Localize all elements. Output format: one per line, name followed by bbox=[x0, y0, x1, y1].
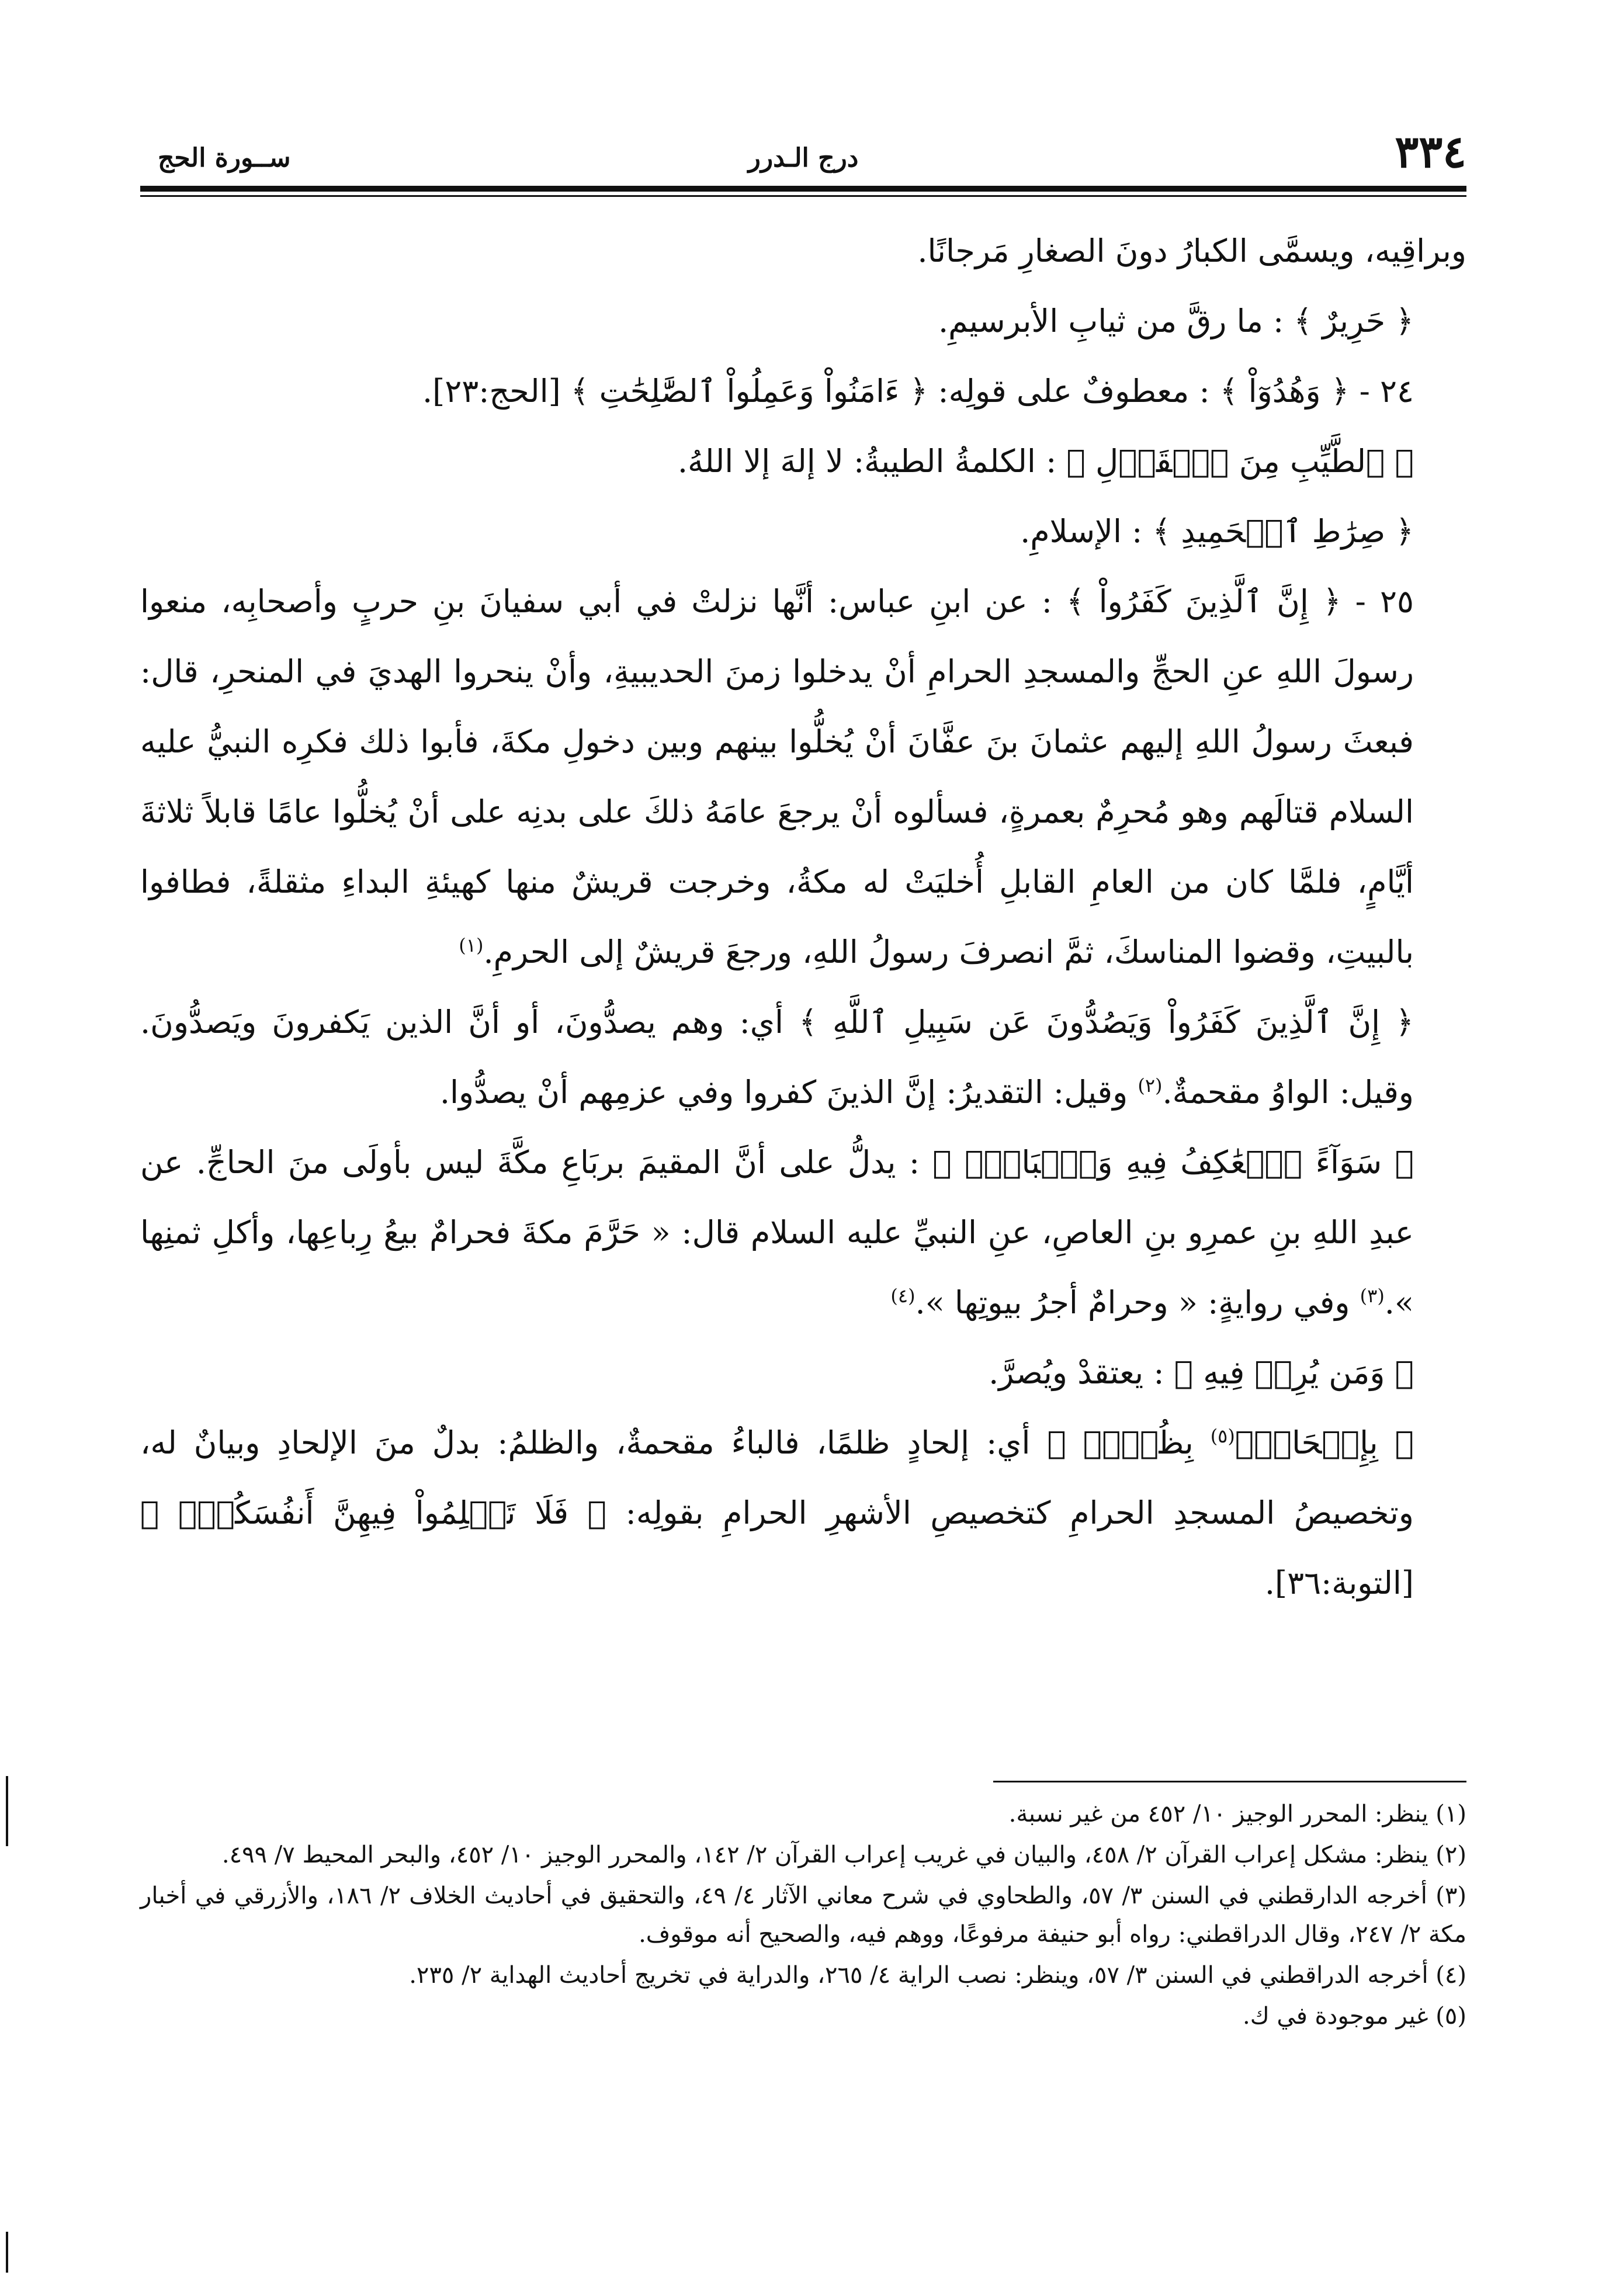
footnotes bbox=[140, 1795, 1466, 2038]
paragraph-tayyib: ﴿ ٱلطَّيِّبِ مِنَ ٱلۡقَوۡلِ ﴾ : الكلمةُ الطيبةُ: لا إلهَ إلا اللهُ. bbox=[677, 443, 1414, 480]
footnote-1: (١) ينظر: المحرر الوجيز ١٠/ ٤٥٢ من غير نسبة. bbox=[1008, 1801, 1466, 1827]
footnote-ref-1[interactable]: (١) bbox=[459, 934, 484, 956]
footnote-ref-2[interactable]: (٢) bbox=[1138, 1074, 1163, 1097]
ilhad-text-b: بِظُلۡمٖ ﴾ أي: إلحادٍ ظلمًا، فالباءُ مقحمةٌ، والظلمُ: بدلٌ منَ الإلحادِ وبيانٌ له، وتخصيصُ المسجدِ الحرامِ كتخصيصِ الأشهرِ الحرامِ بقولِه: ﴿ فَلَا تَظۡلِمُواْ فِيهِنَّ أَنفُسَكُمۡۚ ﴾ [التوبة:٣٦]. bbox=[140, 1424, 1414, 1601]
footnote-3: (٣) أخرجه الدارقطني في السنن ٣/ ٥٧، والطحاوي في شرح معاني الآثار ٤/ ٤٩، والتحقيق في أحاديث الخلاف ٢/ ١٨٦، والأزرقي في أخبار مكة ٢/ ٢٤٧، وقال الدراقطني: رواه أبو حنيفة مرفوعًا، ووهم فيه، والصحيح أنه موقوف. bbox=[140, 1882, 1466, 1948]
ilhad-text-a: ﴿ بِإِلۡحَادِۢ bbox=[1235, 1424, 1414, 1461]
paragraph-hariir: ﴿ حَرِيرٌ ﴾ : ما رقَّ من ثيابِ الأبرسيمِ. bbox=[938, 303, 1414, 339]
paragraph-yurid: ﴿ وَمَن يُرِدۡ فِيهِ ﴾ : يعتقدْ ويُصرَّ. bbox=[989, 1354, 1414, 1391]
page-header bbox=[140, 126, 1466, 184]
yasuddun-text-a: ﴿ إِنَّ ٱلَّذِينَ كَفَرُواْ وَيَصُدُّونَ عَن سَبِيلِ ٱللَّهِ ﴾ أي: وهم يصدُّونَ، أو أنَّ الذين يَكفرونَ ويَصدُّونَ. وقيل: الواوُ مقحمةٌ. bbox=[140, 1004, 1414, 1111]
footnote-ref-5[interactable]: (٥) bbox=[1210, 1425, 1235, 1447]
main-text bbox=[140, 216, 1466, 1618]
footnote-ref-3[interactable]: (٣) bbox=[1360, 1285, 1385, 1307]
paragraph-continuation: وبراقِيه، ويسمَّى الكبارُ دونَ الصغارِ مَرجانًا. bbox=[917, 233, 1466, 269]
footnote-5: (٥) غير موجودة في ك. bbox=[1242, 2003, 1466, 2030]
sawaa-text-b: وفي روايةٍ: « وحرامٌ أجرُ بيوتِها ». bbox=[915, 1284, 1360, 1321]
footnote-2: (٢) ينظر: مشكل إعراب القرآن ٢/ ٤٥٨، والبيان في غريب إعراب القرآن ٢/ ١٤٢، والمحرر الوجيز ١٠/ ٤٥٢، والبحر المحيط ٧/ ٤٩٩. bbox=[221, 1841, 1466, 1868]
verse-25-text: ٢٥ - ﴿ إِنَّ ٱلَّذِينَ كَفَرُواْ ﴾ : عن ابنِ عباس: أنَّها نزلتْ في أبي سفيانَ بنِ حربٍ وأصحابِه، منعوا رسولَ اللهِ عنِ الحجِّ والمسجدِ الحرامِ أنْ يدخلوا زمنَ الحديبيةِ، وأنْ ينحروا الهديَ في المنحرِ، قال: فبعثَ رسولُ اللهِ إليهم عثمانَ بنَ عفَّانَ أنْ يُخلُّوا بينهم وبين دخولِ مكةَ، فأبوا ذلك فكرِه النبيُّ عليه السلام قتالَهم وهو مُحرِمٌ بعمرةٍ، فسألوه أنْ يرجعَ عامَهُ ذلكَ على بدنِه على أنْ يُخلُّوا عامًا قابلاً ثلاثةَ أيَّامٍ، فلمَّا كان من العامِ القابلِ أُخليَتْ له مكةُ، وخرجت قريشٌ منها كهيئةِ البداءِ مثقلةً، فطافوا بالبيتِ، وقضوا المناسكَ، ثمَّ انصرفَ رسولُ اللهِ، ورجعَ قريشٌ إلى الحرمِ. bbox=[140, 583, 1414, 970]
footnote-separator bbox=[993, 1781, 1466, 1782]
scan-margin-mark bbox=[6, 1776, 8, 1846]
paragraph-verse-25 bbox=[140, 567, 1466, 987]
header-rule-thin bbox=[140, 195, 1466, 197]
paragraph-ilhad bbox=[140, 1408, 1466, 1618]
paragraph-sirat: ﴿ صِرَٰطِ ٱلۡحَمِيدِ ﴾ : الإسلامِ. bbox=[1020, 513, 1414, 550]
footnote-ref-4[interactable]: (٤) bbox=[890, 1285, 916, 1307]
surah-title: ســورة الحج bbox=[158, 143, 291, 173]
footnote-4: (٤) أخرجه الدراقطني في السنن ٣/ ٥٧، وينظر: نصب الراية ٤/ ٢٦٥، والدراية في تخريج أحاديث الهداية ٢/ ٢٣٥. bbox=[409, 1962, 1466, 1989]
header-rule-thick bbox=[140, 186, 1466, 192]
yasuddun-text-b: وقيل: التقديرُ: إنَّ الذينَ كفروا وفي عزمِهم أنْ يصدُّوا. bbox=[439, 1074, 1138, 1111]
paragraph-verse-24: ٢٤ - ﴿ وَهُدُوٓاْ ﴾ : معطوفٌ على قولِه: ﴿ ءَامَنُواْ وَعَمِلُواْ ٱلصَّٰلِحَٰتِ ﴾ [الحج:٢٣]. bbox=[422, 373, 1414, 410]
paragraph-yasuddun bbox=[140, 987, 1466, 1128]
book-title: درج الـدرر bbox=[748, 143, 859, 173]
sawaa-text-a: ﴿ سَوَآءً ٱلۡعَٰكِفُ فِيهِ وَٱلۡبَادِۚ ﴾ : يدلُّ على أنَّ المقيمَ بربَاعِ مكَّةَ ليس بأولَى منَ الحاجِّ. عن عبدِ اللهِ بنِ عمرِو بنِ العاصِ، عنِ النبيِّ عليه السلام قال: « حَرَّمَ مكةَ فحرامٌ بيعُ رِباعِها، وأكلِ ثمنِها ». bbox=[140, 1144, 1414, 1321]
page-number: ٣٣٤ bbox=[1395, 126, 1466, 178]
paragraph-sawaa bbox=[140, 1128, 1466, 1338]
scan-margin-mark bbox=[6, 2232, 8, 2273]
